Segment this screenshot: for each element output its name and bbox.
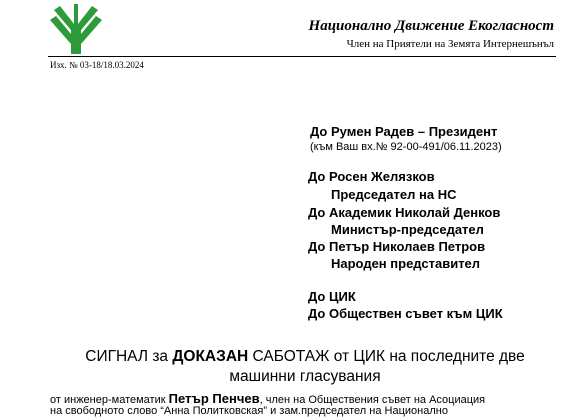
addressee-prefix: До [308,205,326,220]
signal-title-part1: СИГНАЛ за [85,348,173,365]
signal-title-part2: САБОТАЖ от ЦИК на последните две [248,348,525,365]
org-name: Национално Движение Екогласност [308,18,554,34]
addressee-prefix: До [310,124,328,139]
addressee-cik [308,289,356,304]
addressee-title: Председател на НС [331,187,457,202]
addressee-prime-minister [308,205,500,220]
addressee-prefix: До [308,289,326,304]
addressee-reference: (към Ваш вх.№ 92-00-491/06.11.2023) [310,141,502,153]
addressee-public-council [308,306,503,321]
addressee-prefix: До [308,306,326,321]
addressee-president [310,124,497,139]
body-line-2: на свободното слово “Анна Политковская” и зам.председател на Национално [50,405,448,417]
signal-title-line2: машинни гласувания [229,368,381,385]
body-text: от инженер-математик [50,394,169,406]
ecoglasnost-logo-icon [50,4,102,54]
addressee-name: Петър Николаев Петров [329,239,486,254]
addressee-mp [308,239,485,254]
org-subtitle: Член на Приятели на Земята Интернешънъл [346,38,554,50]
addressee-prefix: До [308,169,326,184]
addressee-name: Академик Николай Денков [329,205,501,220]
addressee-prefix: До [308,239,326,254]
header-divider [48,56,556,57]
body-line-1 [50,391,485,406]
author-name: Петър Пенчев [168,391,260,406]
addressee-name: ЦИК [329,289,356,304]
addressee-name: Румен Радев – Президент [331,124,498,139]
addressee-title: Министър-председател [331,222,484,237]
reference-number: Изх. № 03-18/18.03.2024 [50,60,144,70]
addressee-name: Росен Желязков [329,169,435,184]
signal-title-bold: ДОКАЗАН [172,348,249,365]
body-text: , член на Обществения съвет на Асоциация [259,394,486,406]
addressee-title: Народен представител [331,256,481,271]
addressee-speaker [308,169,435,184]
addressee-name: Обществен съвет към ЦИК [329,306,503,321]
signal-title [40,348,570,366]
